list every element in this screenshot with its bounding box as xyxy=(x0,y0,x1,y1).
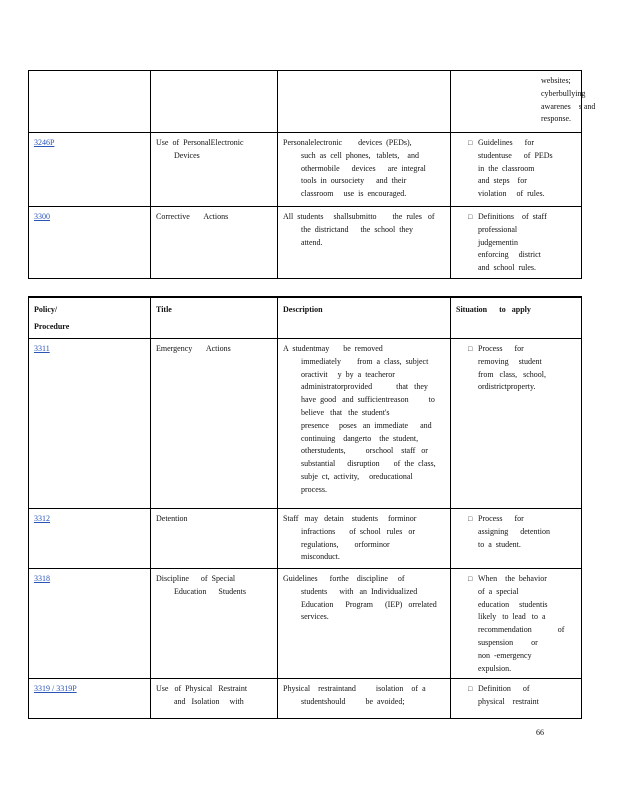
title-line: Devices xyxy=(174,150,200,160)
title-line: Emergency Actions xyxy=(156,344,231,353)
header-situation: Situation to apply xyxy=(451,297,582,339)
policy-cell xyxy=(29,207,151,279)
description-cell xyxy=(278,71,451,133)
header-title: Title xyxy=(151,297,278,339)
description-line: Guidelines forthe discipline of xyxy=(283,574,405,583)
situation-line: Definitions of staff xyxy=(478,212,547,221)
description-line: regulations, orforminor xyxy=(301,539,390,549)
description-cell xyxy=(278,207,451,279)
situation-line: websites; xyxy=(541,76,571,85)
situation-cell xyxy=(451,679,582,719)
table-row xyxy=(29,509,582,569)
situation-line: response. xyxy=(541,114,571,124)
table-row xyxy=(29,133,582,207)
description-line: studentshould be avoided; xyxy=(301,696,405,706)
policy-link[interactable]: 3300 xyxy=(34,212,50,221)
title-line: Use of Physical Restraint xyxy=(156,684,248,693)
description-line: students with an Individualized xyxy=(301,586,418,596)
description-line: misconduct. xyxy=(301,552,340,562)
policy-cell xyxy=(29,679,151,719)
description-cell xyxy=(278,339,451,509)
title-cell xyxy=(151,71,278,133)
table-row xyxy=(29,569,582,679)
situation-line: expulsion. xyxy=(478,663,512,673)
description-line: presence poses an immediate and xyxy=(301,420,432,430)
situation-line: Guidelines for xyxy=(478,138,534,147)
situation-cell xyxy=(451,71,596,133)
description-line: All students shallsubmitto the rules of xyxy=(283,212,435,221)
policy-link[interactable]: 3318 xyxy=(34,574,50,583)
bullet-icon: □ xyxy=(468,213,473,221)
title-line: and Isolation with xyxy=(174,696,244,706)
description-line: the districtand the school they xyxy=(301,224,413,234)
description-line: Staff may detain students forminor xyxy=(283,514,417,523)
situation-line: and steps for xyxy=(478,176,527,186)
description-line: subje ct, activity, oreducational xyxy=(301,471,413,481)
description-cell xyxy=(278,509,451,569)
situation-line: Process for xyxy=(478,344,524,353)
description-line: classroom use is encouraged. xyxy=(301,189,407,199)
description-line: immediately from a class, subject xyxy=(301,356,429,366)
policy-table-continued xyxy=(28,70,596,279)
situation-line: When the behavior xyxy=(478,574,547,583)
bullet-icon: □ xyxy=(468,139,473,147)
title-line: Use of PersonalElectronic xyxy=(156,138,244,147)
policy-cell xyxy=(29,339,151,509)
situation-line: suspension or xyxy=(478,637,538,647)
bullet-icon: □ xyxy=(468,515,473,523)
policy-cell xyxy=(29,509,151,569)
description-cell xyxy=(278,133,451,207)
table-header-row xyxy=(29,297,582,339)
page-number: 66 xyxy=(536,728,544,737)
description-line: Education Program (IEP) orrelated xyxy=(301,599,437,609)
header-policy xyxy=(29,297,151,339)
bullet-icon: □ xyxy=(468,345,473,353)
description-line: such as cell phones, tablets, and xyxy=(301,150,419,160)
situation-line: likely to lead to a xyxy=(478,612,546,622)
situation-line: enforcing district xyxy=(478,250,541,260)
table-row xyxy=(29,71,582,133)
table-row xyxy=(29,679,582,719)
description-line: administratorprovided that they xyxy=(301,382,428,392)
policy-cell xyxy=(29,569,151,679)
situation-cell xyxy=(451,133,582,207)
description-line: Physical restraintand isolation of a xyxy=(283,684,426,693)
policy-table xyxy=(28,296,582,719)
description-line: Personalelectronic devices (PEDs), xyxy=(283,138,412,147)
policy-cell xyxy=(29,133,151,207)
title-line: Discipline of Special xyxy=(156,574,236,583)
policy-link[interactable]: 3319 / 3319P xyxy=(34,684,77,693)
situation-line: to a student. xyxy=(478,539,521,549)
situation-line: awarenes s and xyxy=(541,101,596,111)
title-cell xyxy=(151,207,278,279)
policy-cell xyxy=(29,71,151,133)
description-cell xyxy=(278,569,451,679)
situation-line: Definition of xyxy=(478,684,530,693)
description-line: infractions of school rules or xyxy=(301,526,415,536)
header-policy-line1: Policy/ xyxy=(34,305,58,314)
situation-line: professional xyxy=(478,224,518,234)
bullet-icon: □ xyxy=(468,685,473,693)
situation-line: physical restraint xyxy=(478,696,539,706)
situation-line: violation of rules. xyxy=(478,189,545,199)
situation-line: judgementin xyxy=(478,237,518,247)
description-line: have good and sufficientreason to xyxy=(301,395,435,405)
situation-line: and school rules. xyxy=(478,263,536,273)
title-cell xyxy=(151,569,278,679)
situation-line: of a special xyxy=(478,586,519,596)
description-line: attend. xyxy=(301,237,323,247)
situation-line: education studentis xyxy=(478,599,548,609)
description-line: tools in oursociety and their xyxy=(301,176,407,186)
table-row xyxy=(29,339,582,509)
situation-line: cyberbullying xyxy=(541,88,586,98)
situation-cell xyxy=(451,509,582,569)
description-line: believe that the student's xyxy=(301,407,390,417)
title-line: Education Students xyxy=(174,586,246,596)
title-cell xyxy=(151,679,278,719)
situation-line: non -emergency xyxy=(478,650,532,660)
title-line: Corrective Actions xyxy=(156,212,229,221)
situation-line: studentuse of PEDs xyxy=(478,150,553,160)
bullet-icon: □ xyxy=(468,575,473,583)
policy-link[interactable]: 3246P xyxy=(34,138,55,147)
title-cell xyxy=(151,509,278,569)
situation-line: removing student xyxy=(478,356,542,366)
policy-link[interactable]: 3311 xyxy=(34,344,50,353)
description-line: othermobile devices are integral xyxy=(301,163,426,173)
title-cell xyxy=(151,133,278,207)
header-policy-line2: Procedure xyxy=(34,321,70,331)
title-cell xyxy=(151,339,278,509)
situation-cell xyxy=(451,207,582,279)
description-line: substantial disruption of the class, xyxy=(301,459,436,469)
situation-line: assigning detention xyxy=(478,526,550,536)
situation-cell xyxy=(451,569,582,679)
description-line: oractivit y by a teacheror xyxy=(301,369,395,379)
situation-line: Process for xyxy=(478,514,524,523)
header-description: Description xyxy=(278,297,451,339)
situation-line: from class, school, xyxy=(478,369,546,379)
description-line: services. xyxy=(301,612,329,622)
table-row xyxy=(29,207,582,279)
description-line: A studentmay be removed xyxy=(283,344,383,353)
situation-line: in the classroom xyxy=(478,163,535,173)
title-line: Detention xyxy=(156,514,188,523)
situation-cell xyxy=(451,339,582,509)
description-line: process. xyxy=(301,484,327,494)
policy-link[interactable]: 3312 xyxy=(34,514,50,523)
situation-line: ordistrictproperty. xyxy=(478,382,536,392)
description-line: continuing dangerto the student, xyxy=(301,433,419,443)
situation-line: recommendation of xyxy=(478,625,565,635)
description-line: otherstudents, orschool staff or xyxy=(301,446,428,456)
description-cell xyxy=(278,679,451,719)
